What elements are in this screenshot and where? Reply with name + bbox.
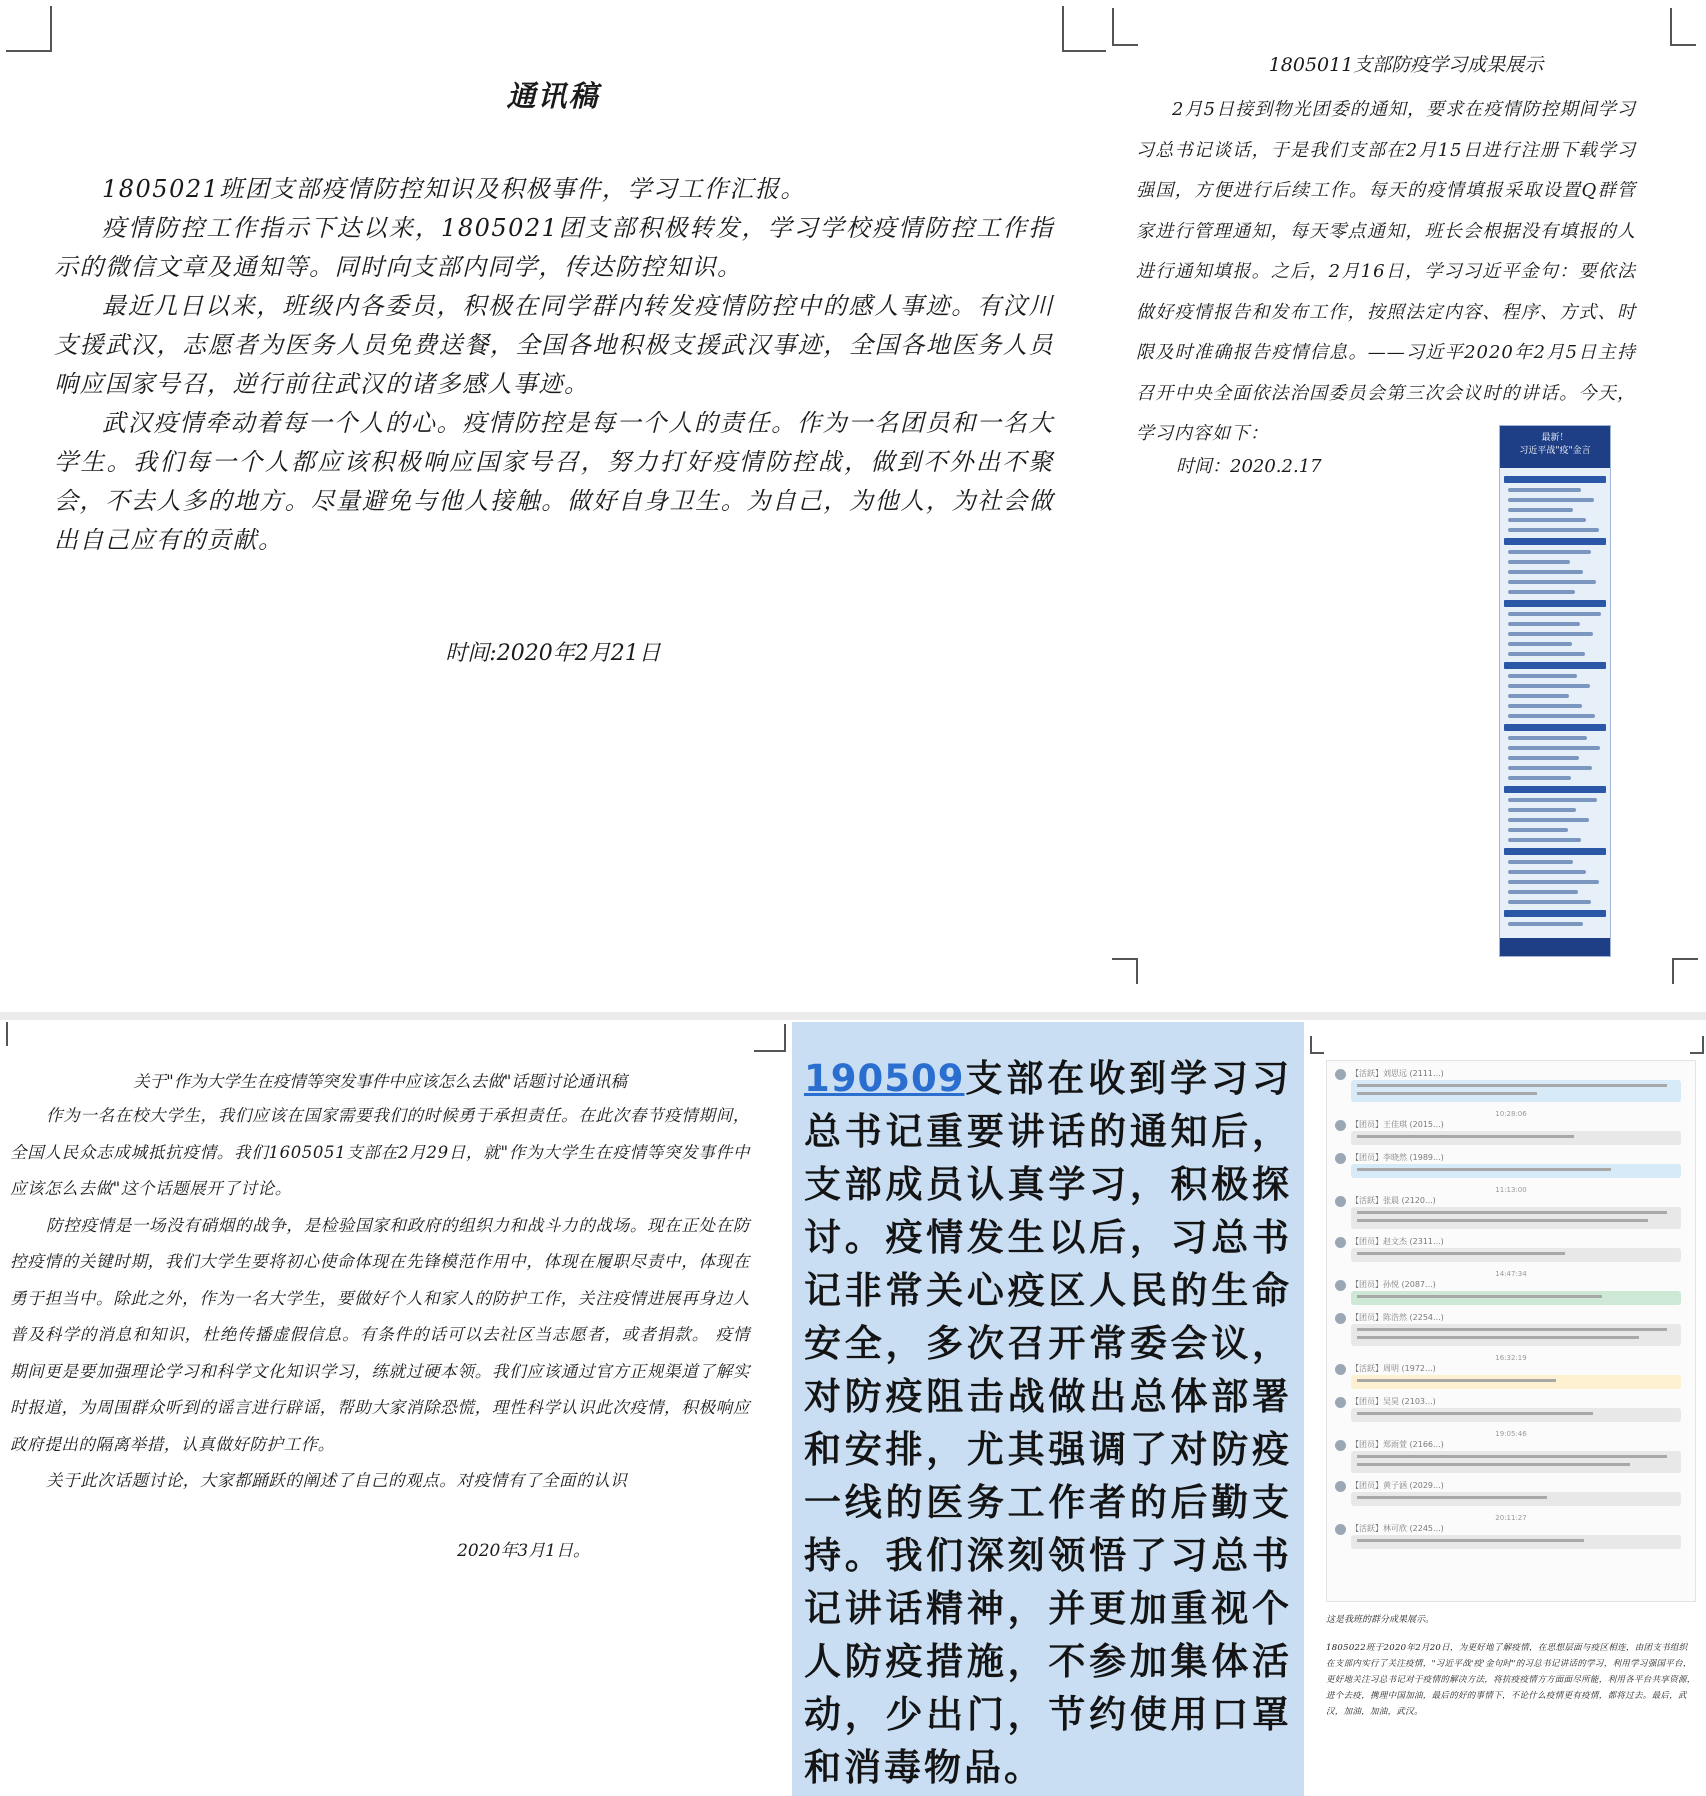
poster-section-bar bbox=[1504, 910, 1606, 917]
chat-text-line bbox=[1357, 1084, 1667, 1087]
poster-text-line bbox=[1508, 704, 1582, 708]
poster-section-bar bbox=[1504, 476, 1606, 483]
poster-title: 习近平战"疫"金言 bbox=[1519, 446, 1591, 456]
chat-text-line bbox=[1357, 1135, 1574, 1138]
chat-text-line bbox=[1357, 1336, 1639, 1339]
paragraph: 武汉疫情牵动着每一个人的心。疫情防控是每一个人的责任。作为一名团员和一名大学生。我们每一个人都应该积极响应国家号召，努力打好疫情防控战，做到不外出不聚会，不去人多的地方。尽量避免与他人接触。做好自身卫生。为自己，为他人，为社会做出自己应有的贡献。 bbox=[54, 409, 1054, 554]
paragraph: 关于此次话题讨论，大家都踊跃的阐述了自己的观点。对疫情有了全面的认识 bbox=[46, 1471, 628, 1490]
chat-timestamp: 11:13:00 bbox=[1495, 1186, 1527, 1194]
poster-text-line bbox=[1508, 818, 1589, 822]
chat-sender: 【团员】陈浩然 (2254...) bbox=[1351, 1313, 1444, 1322]
poster-text-line bbox=[1508, 508, 1573, 512]
poster-text-line bbox=[1508, 570, 1583, 574]
poster-badge: 最新！ bbox=[1541, 433, 1569, 443]
chat-sender: 【活跃】周明 (1972...) bbox=[1351, 1364, 1436, 1373]
poster-section-bar bbox=[1504, 786, 1606, 793]
chat-bubble bbox=[1351, 1164, 1681, 1178]
crop-mark bbox=[6, 6, 52, 52]
paragraph: 2月5日接到物光团委的通知，要求在疫情防控期间学习习总书记谈话，于是我们支部在2月15日进行注册下载学习强国，方便进行后续工作。每天的疫情填报采取设置Q群管家进行管理通知，每天零点通知，班长会根据没有填报的人进行通知填报。之后，2月16日，学习习近平金句：要依法做好疫情报告和发布工作，按照法定内容、程序、方式、时限及时准确报告疫情信息。——习近平2020年2月5日主持召开中央全面依法治国委员会第三次会议时的讲话。今天，学习内容如下： bbox=[1136, 99, 1636, 444]
poster-text-line bbox=[1508, 838, 1581, 842]
date-line: 时间：2020.2.17 bbox=[1176, 456, 1322, 477]
paragraph: 作为一名在校大学生，我们应该在国家需要我们的时候勇于承担责任。在此次春节疫情期间，全国人民众志成城抵抗疫情。我们1605051支部在2月29日，就"作为大学生在疫情等突发事件中应该怎么去做"这个话题展开了讨论。 bbox=[10, 1106, 750, 1198]
chat-bubble bbox=[1351, 1248, 1681, 1262]
chat-bubble bbox=[1351, 1375, 1681, 1389]
poster-section-bar bbox=[1504, 538, 1606, 545]
poster-text-line bbox=[1508, 612, 1601, 616]
crop-mark bbox=[1310, 1036, 1324, 1054]
chat-sender: 【团员】李晓然 (1989...) bbox=[1351, 1153, 1444, 1162]
crop-mark bbox=[1670, 8, 1696, 46]
poster-text-line bbox=[1508, 560, 1570, 564]
chat-screenshot bbox=[1326, 1060, 1696, 1602]
poster-text-line bbox=[1508, 488, 1581, 492]
avatar bbox=[1335, 1153, 1346, 1164]
chat-sender: 【团员】王佳琪 (2015...) bbox=[1351, 1120, 1444, 1129]
chat-bubble bbox=[1351, 1324, 1681, 1346]
chat-bubble bbox=[1351, 1291, 1681, 1305]
chat-bubble bbox=[1351, 1492, 1681, 1506]
poster-text-line bbox=[1508, 518, 1586, 522]
avatar bbox=[1335, 1237, 1346, 1248]
poster-header bbox=[1500, 426, 1610, 468]
paragraph: 1805021班团支部疫情防控知识及积极事件，学习工作汇报。 bbox=[102, 175, 806, 203]
chat-timestamp: 16:32:19 bbox=[1495, 1354, 1527, 1362]
chat-text-line bbox=[1357, 1252, 1565, 1255]
chat-sender: 【活跃】刘思远 (2111...) bbox=[1351, 1069, 1444, 1078]
chat-text-line bbox=[1357, 1092, 1537, 1095]
avatar bbox=[1335, 1481, 1346, 1492]
avatar bbox=[1335, 1313, 1346, 1324]
poster-text-line bbox=[1508, 580, 1596, 584]
poster-text-line bbox=[1508, 528, 1599, 532]
poster-text-line bbox=[1508, 736, 1587, 740]
crop-mark bbox=[1566, 0, 1610, 20]
poster-text-line bbox=[1508, 652, 1585, 656]
date-line: 时间:2020年2月21日 bbox=[445, 641, 661, 666]
chat-timestamp: 14:47:34 bbox=[1495, 1270, 1527, 1278]
note-text bbox=[804, 1052, 1292, 1794]
chat-sender: 【活跃】张晨 (2120...) bbox=[1351, 1196, 1436, 1205]
note-body: 支部在收到学习习总书记重要讲话的通知后，支部成员认真学习，积极探讨。疫情发生以后，习总书记非常关心疫区人民的生命安全，多次召开常委会议，对防疫阻击战做出总体部署和安排，尤其强调了对防疫一线的医务工作者的后勤支持。我们深刻领悟了习总书记讲话精神，并更加重视个人防疫措施，不参加集体活动，少出门，节约使用口罩和消毒物品。 bbox=[804, 1057, 1292, 1789]
poster-text-line bbox=[1508, 622, 1580, 626]
avatar bbox=[1335, 1524, 1346, 1535]
summary-text: 1805022班于2020年2月20日，为更好地了解疫情，在思想层面与疫区相连，由团支书组织在支部内实行了关注疫情，"习近平战'疫'金句时"的习总书记讲话的学习，利用学习强国平台，更好地关注习总书记对于疫情的解决方法，将抗疫疫情方方面面尽所能，利用各平台共享资源，进个去疫，携理中国加油，最后的好的事情下，不论什么疫情更有疫情，都将过去。最后，武汉，加油，加油，武汉。 bbox=[1326, 1643, 1696, 1717]
chat-text-line bbox=[1357, 1168, 1611, 1171]
poster-section-bar bbox=[1504, 600, 1606, 607]
chat-text-line bbox=[1357, 1412, 1593, 1415]
chat-bubble bbox=[1351, 1535, 1681, 1549]
document-page-1 bbox=[0, 0, 1106, 1010]
chat-bubble bbox=[1351, 1408, 1681, 1422]
poster-text-line bbox=[1508, 756, 1579, 760]
crop-mark bbox=[754, 1024, 786, 1052]
chat-sender: 【活跃】林可欣 (2245...) bbox=[1351, 1524, 1444, 1533]
chat-text-line bbox=[1357, 1496, 1547, 1499]
chat-sender: 【团员】黄子涵 (2029...) bbox=[1351, 1481, 1444, 1490]
poster-text-line bbox=[1508, 808, 1576, 812]
crop-mark bbox=[1690, 1036, 1704, 1054]
poster-footer bbox=[1500, 938, 1610, 956]
poster-text-line bbox=[1508, 684, 1590, 688]
body-text bbox=[54, 170, 1054, 560]
document-page-3 bbox=[0, 1022, 790, 1796]
chat-sender: 【团员】孙悦 (2087...) bbox=[1351, 1280, 1436, 1289]
chat-timestamp: 19:05:46 bbox=[1495, 1430, 1527, 1438]
chat-sender: 【团员】郑雨萱 (2166...) bbox=[1351, 1440, 1444, 1449]
crop-mark bbox=[1112, 958, 1138, 984]
poster-text-line bbox=[1508, 498, 1594, 502]
body-text bbox=[10, 1098, 750, 1500]
crop-mark bbox=[1112, 8, 1138, 46]
page-title: 通讯稿 bbox=[506, 79, 600, 113]
poster-text-line bbox=[1508, 880, 1599, 884]
chat-text-line bbox=[1357, 1455, 1667, 1458]
chat-text-line bbox=[1357, 1219, 1648, 1222]
poster-section-bar bbox=[1504, 848, 1606, 855]
document-page-2 bbox=[1106, 0, 1706, 1010]
study-poster-image bbox=[1499, 425, 1611, 957]
chat-bubble bbox=[1351, 1080, 1681, 1102]
chat-sender: 【团员】赵文杰 (2311...) bbox=[1351, 1237, 1444, 1246]
poster-text-line bbox=[1508, 860, 1573, 864]
crop-mark bbox=[1062, 6, 1106, 52]
poster-text-line bbox=[1508, 900, 1591, 904]
poster-text-line bbox=[1508, 590, 1575, 594]
avatar bbox=[1335, 1280, 1346, 1291]
poster-text-line bbox=[1508, 674, 1577, 678]
chat-text-line bbox=[1357, 1379, 1556, 1382]
paragraph: 疫情防控工作指示下达以来，1805021团支部积极转发，学习学校疫情防控工作指示的微信文章及通知等。同时向支部内同学，传达防控知识。 bbox=[54, 214, 1054, 281]
paragraph: 最近几日以来，班级内各委员，积极在同学群内转发疫情防控中的感人事迹。有汶川支援武汉，志愿者为医务人员免费送餐，全国各地积极支援武汉事迹，全国各地医务人员响应国家号召，逆行前往武汉的诸多感人事迹。 bbox=[54, 292, 1054, 398]
avatar bbox=[1335, 1364, 1346, 1375]
page-divider bbox=[0, 1012, 1706, 1020]
poster-text-line bbox=[1508, 714, 1595, 718]
crop-mark bbox=[1672, 958, 1698, 984]
poster-text-line bbox=[1508, 922, 1583, 926]
branch-number: 190509 bbox=[804, 1057, 965, 1100]
chat-text-line bbox=[1357, 1328, 1667, 1331]
avatar bbox=[1335, 1196, 1346, 1207]
poster-text-line bbox=[1508, 798, 1597, 802]
chat-bubble bbox=[1351, 1451, 1681, 1473]
poster-text-line bbox=[1508, 632, 1593, 636]
avatar bbox=[1335, 1120, 1346, 1131]
handwritten-note-image bbox=[792, 1022, 1304, 1796]
chat-bubble bbox=[1351, 1131, 1681, 1145]
chat-text-line bbox=[1357, 1295, 1602, 1298]
chat-text-line bbox=[1357, 1539, 1584, 1542]
chat-timestamp: 10:28:06 bbox=[1495, 1110, 1527, 1118]
poster-text-line bbox=[1508, 890, 1578, 894]
chat-bubble bbox=[1351, 1207, 1681, 1229]
date-line: 2020年3月1日。 bbox=[457, 1541, 590, 1561]
poster-text-line bbox=[1508, 642, 1572, 646]
chat-text-line bbox=[1357, 1211, 1667, 1214]
poster-text-line bbox=[1508, 776, 1571, 780]
poster-text-line bbox=[1508, 828, 1568, 832]
paragraph: 防控疫情是一场没有硝烟的战争，是检验国家和政府的组织力和战斗力的战场。现在正处在防控疫情的关键时期，我们大学生要将初心使命体现在先锋模范作用中，体现在履职尽责中，体现在勇于担当中。除此之外，作为一名大学生，要做好个人和家人的防护工作，关注疫情进展再身边人普及科学的消息和知识，杜绝传播虚假信息。有条件的话可以去社区当志愿者，或者捐款。 疫情期间更是要加强理论学习和科学文化知识学习，练就过硬本领。我们应该通过官方正规渠道了解实时报道，为周围群众听到的谣言进行辟谣，帮助大家消除恐慌，理性科学认识此次疫情，积极响应政府提出的隔离举措，认真做好防护工作。 bbox=[10, 1215, 750, 1454]
poster-text-line bbox=[1508, 746, 1600, 750]
crop-mark bbox=[6, 1022, 18, 1046]
poster-text-line bbox=[1508, 694, 1569, 698]
poster-section-bar bbox=[1504, 724, 1606, 731]
document-page-5 bbox=[1306, 1022, 1706, 1796]
caption: 这是我班的群分成果展示。 bbox=[1326, 1615, 1435, 1625]
chat-sender: 【团员】吴昊 (2103...) bbox=[1351, 1397, 1436, 1406]
chat-text-line bbox=[1357, 1463, 1630, 1466]
poster-text-line bbox=[1508, 550, 1591, 554]
poster-section-bar bbox=[1504, 662, 1606, 669]
avatar bbox=[1335, 1440, 1346, 1451]
body-text bbox=[1136, 90, 1636, 455]
page-title: 关于"作为大学生在疫情等突发事件中应该怎么去做"话题讨论通讯稿 bbox=[133, 1072, 627, 1091]
avatar bbox=[1335, 1069, 1346, 1080]
avatar bbox=[1335, 1397, 1346, 1408]
chat-timestamp: 20:11:27 bbox=[1495, 1514, 1527, 1522]
page-title: 1805011支部防疫学习成果展示 bbox=[1268, 54, 1544, 76]
poster-text-line bbox=[1508, 766, 1592, 770]
poster-text-line bbox=[1508, 870, 1586, 874]
